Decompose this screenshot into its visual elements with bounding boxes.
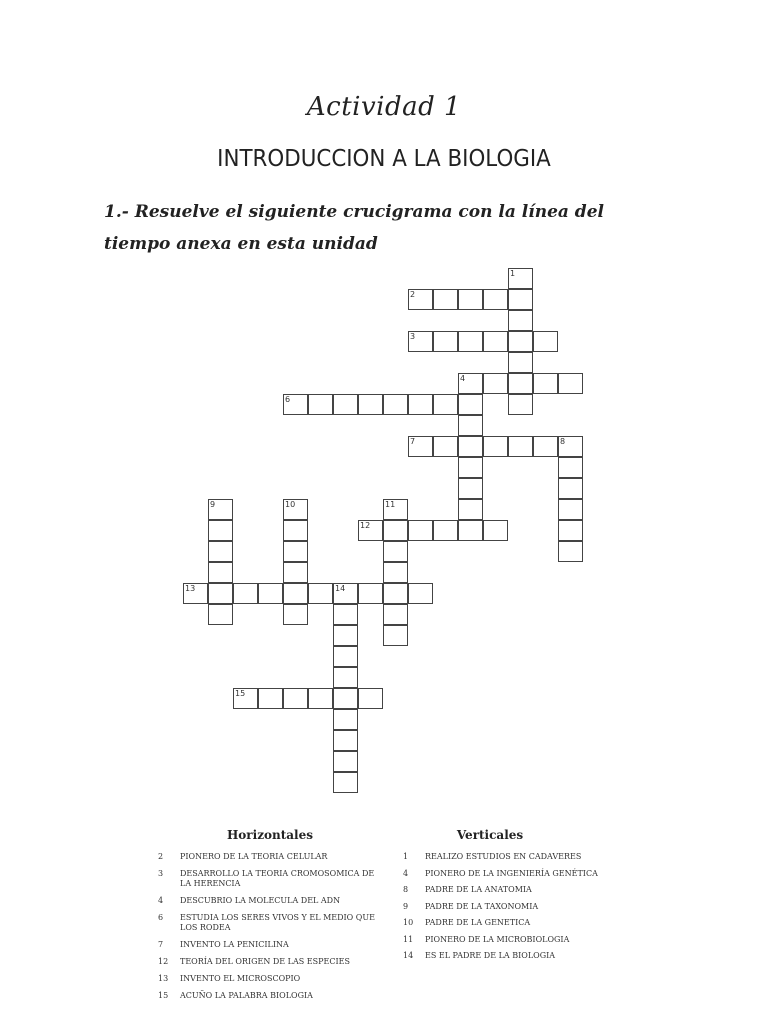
clue-number-label: 12 [360, 521, 371, 530]
clue-number-label: 9 [210, 500, 216, 509]
clue-number: 3 [158, 869, 164, 878]
crossword-cell[interactable] [258, 583, 283, 604]
crossword-cell[interactable] [483, 520, 508, 541]
horizontal-clues [155, 828, 375, 1008]
crossword-cell[interactable] [433, 436, 458, 457]
clue-item [400, 852, 600, 862]
crossword-cell[interactable] [358, 583, 383, 604]
crossword-cell[interactable] [433, 520, 458, 541]
clue-text: PADRE DE LA ANATOMIA [425, 885, 532, 894]
clue-number-label: 11 [385, 500, 396, 509]
crossword-cell[interactable] [558, 478, 583, 499]
clue-text: PADRE DE LA GENETICA [425, 918, 531, 927]
crossword-cell[interactable] [333, 730, 358, 751]
clue-item [400, 951, 600, 961]
clue-text: PIONERO DE LA TEORIA CELULAR [180, 852, 328, 861]
crossword-cell[interactable] [283, 562, 308, 583]
clue-item [400, 935, 600, 945]
crossword-cell[interactable] [433, 289, 458, 310]
clue-number-label: 13 [185, 584, 196, 593]
clue-number: 15 [158, 991, 169, 1000]
crossword-cell[interactable] [383, 520, 408, 541]
crossword-cell[interactable] [433, 331, 458, 352]
clue-item [400, 902, 600, 912]
crossword-cell[interactable] [208, 604, 233, 625]
clue-item [155, 913, 375, 933]
crossword-cell[interactable] [558, 373, 583, 394]
clue-number: 14 [403, 951, 414, 960]
crossword-cell[interactable] [483, 373, 508, 394]
clue-item [155, 957, 375, 967]
clue-number-label: 1 [510, 269, 516, 278]
clue-text: DESARROLLO LA TEORIA CROMOSOMICA DE LA HERENCIA [180, 869, 375, 888]
crossword-cell[interactable] [458, 331, 483, 352]
clue-text: ESTUDIA LOS SERES VIVOS Y EL MEDIO QUE LOS RODEA [180, 913, 375, 932]
clue-number-label: 15 [235, 689, 246, 698]
crossword-cell[interactable] [433, 394, 458, 415]
clue-number: 8 [403, 885, 409, 894]
crossword-cell[interactable] [533, 331, 558, 352]
clue-number: 12 [158, 957, 169, 966]
crossword-cell[interactable] [458, 394, 483, 415]
clue-text: PIONERO DE LA MICROBIOLOGIA [425, 934, 570, 944]
crossword-cell[interactable] [383, 625, 408, 646]
clue-number: 4 [403, 868, 409, 878]
crossword-cell[interactable] [558, 541, 583, 562]
crossword-cell[interactable] [208, 583, 233, 604]
clue-number: 9 [403, 901, 409, 911]
crossword-cell[interactable] [458, 520, 483, 541]
vertical-clues [400, 828, 600, 968]
crossword-cell[interactable] [258, 688, 283, 709]
vertical-clues-title: Verticales [456, 828, 524, 842]
clue-text: PADRE DE LA TAXONOMIA [425, 901, 539, 911]
clue-text: TEORÍA DEL ORIGEN DE LAS ESPECIES [180, 957, 350, 966]
crossword-cell[interactable] [408, 583, 433, 604]
crossword-cell[interactable] [333, 625, 358, 646]
crossword-cell[interactable] [558, 520, 583, 541]
crossword-cell[interactable] [333, 667, 358, 688]
crossword-cell[interactable] [508, 394, 533, 415]
horizontal-clues-title: Horizontales [226, 828, 314, 842]
crossword-cell[interactable] [533, 436, 558, 457]
main-title: INTRODUCCION A LA BIOLOGIA [217, 146, 551, 172]
clue-text: INVENTO LA PENICILINA [180, 940, 289, 949]
clue-number-label: 2 [410, 290, 416, 299]
clue-item [155, 974, 375, 984]
crossword-cell[interactable] [208, 541, 233, 562]
crossword-cell[interactable] [308, 688, 333, 709]
clue-text: DESCUBRIO LA MOLECULA DEL ADN [180, 896, 341, 905]
crossword-cell[interactable] [283, 604, 308, 625]
crossword-cell[interactable] [358, 394, 383, 415]
clue-item [400, 918, 600, 928]
clue-number-label: 3 [410, 332, 416, 341]
clue-item [155, 869, 375, 889]
clue-number-label: 8 [560, 437, 566, 446]
crossword-cell[interactable] [333, 709, 358, 730]
crossword-cell[interactable] [508, 373, 533, 394]
clue-text: ES EL PADRE DE LA BIOLOGIA [425, 951, 556, 960]
crossword-cell[interactable] [383, 583, 408, 604]
crossword-cell[interactable] [558, 457, 583, 478]
clue-number-label: 6 [285, 395, 291, 404]
clue-item [155, 991, 375, 1001]
crossword-cell[interactable] [458, 478, 483, 499]
crossword-cell[interactable] [233, 583, 258, 604]
clue-number: 2 [158, 852, 164, 861]
clue-number-label: 7 [410, 437, 416, 446]
crossword-cell[interactable] [383, 604, 408, 625]
crossword-cell[interactable] [458, 436, 483, 457]
crossword-cell[interactable] [333, 646, 358, 667]
clue-item [400, 885, 600, 895]
crossword-cell[interactable] [333, 394, 358, 415]
clue-item [155, 940, 375, 950]
crossword-cell[interactable] [558, 499, 583, 520]
crossword-cell[interactable] [283, 541, 308, 562]
crossword-cell[interactable] [358, 688, 383, 709]
crossword-cell[interactable] [483, 436, 508, 457]
crossword-cell[interactable] [458, 457, 483, 478]
clue-text: PIONERO DE LA INGENIERÍA GENÉTICA [425, 868, 598, 878]
crossword-cell[interactable] [308, 583, 333, 604]
crossword-cell[interactable] [283, 520, 308, 541]
clue-number: 4 [158, 896, 164, 905]
crossword-cell[interactable] [383, 562, 408, 583]
crossword-cell[interactable] [308, 394, 333, 415]
crossword-cell[interactable] [508, 352, 533, 373]
clue-text: REALIZO ESTUDIOS EN CADAVERES [425, 852, 582, 861]
activity-title: Actividad 1 [306, 92, 462, 122]
clue-number-label: 4 [460, 374, 466, 383]
crossword-cell[interactable] [383, 541, 408, 562]
crossword-cell[interactable] [208, 520, 233, 541]
crossword-cell[interactable] [333, 688, 358, 709]
crossword-cell[interactable] [483, 331, 508, 352]
crossword-cell[interactable] [458, 499, 483, 520]
crossword-cell[interactable] [508, 331, 533, 352]
crossword-cell[interactable] [383, 394, 408, 415]
crossword-cell[interactable] [508, 436, 533, 457]
crossword-cell[interactable] [408, 520, 433, 541]
clue-number: 13 [158, 974, 169, 983]
clue-item [400, 869, 600, 879]
clue-number: 10 [403, 918, 414, 927]
clue-number: 11 [403, 934, 414, 944]
clue-number: 1 [403, 852, 409, 861]
crossword-cell[interactable] [408, 394, 433, 415]
crossword-cell[interactable] [533, 373, 558, 394]
crossword-cell[interactable] [483, 289, 508, 310]
crossword-cell[interactable] [508, 310, 533, 331]
crossword-cell[interactable] [458, 289, 483, 310]
clue-text: INVENTO EL MICROSCOPIO [180, 974, 301, 983]
clue-number-label: 10 [285, 500, 296, 509]
clue-item [155, 896, 375, 906]
instruction-text: 1.- Resuelve el siguiente crucigrama con la línea del tiempo anexa en esta unidad [104, 202, 604, 254]
clue-item [155, 852, 375, 862]
clue-number-label: 14 [335, 584, 346, 593]
crossword-cell[interactable] [208, 562, 233, 583]
crossword-cell[interactable] [333, 604, 358, 625]
crossword-cell[interactable] [283, 688, 308, 709]
clue-number: 6 [158, 913, 164, 922]
crossword-cell[interactable] [508, 289, 533, 310]
crossword-cell[interactable] [458, 415, 483, 436]
clue-text: ACUÑO LA PALABRA BIOLOGIA [180, 991, 313, 1000]
crossword-cell[interactable] [333, 772, 358, 793]
clue-number: 7 [158, 940, 164, 949]
crossword-cell[interactable] [283, 583, 308, 604]
crossword-cell[interactable] [333, 751, 358, 772]
